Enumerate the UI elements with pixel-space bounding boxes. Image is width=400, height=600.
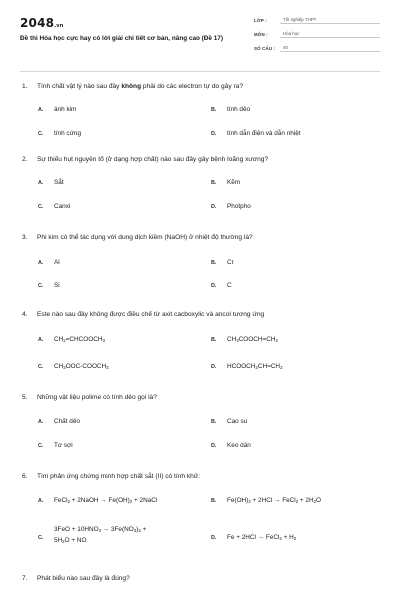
question-6 [22, 472, 378, 544]
option-text: $3FeO + 10HNO_3 \to 3Fe(NO_3)_3$ + $5H_2O$ + NO [54, 526, 147, 544]
header-divider [20, 71, 380, 72]
meta-key: LỚP : [254, 18, 267, 23]
option-text: C [227, 282, 232, 289]
option-letter: A. [38, 498, 44, 504]
question-text: Este nào sau đây không được điều chế từ axit cacboxylic và ancol tương ứng [37, 311, 265, 318]
document-title: Đề thi Hóa học cực hay có lời giải chi tiết cơ bản, nâng cao (Đề 17) [20, 35, 223, 42]
meta-value: Tốt nghiệp THPT [280, 17, 380, 24]
option-letter: C. [38, 443, 44, 449]
option-letter: A. [38, 419, 44, 425]
meta-row-class [254, 14, 380, 28]
option-text: tính dẫn điện và dẫn nhiệt [227, 130, 301, 137]
option-text: Chất dẻo [54, 418, 80, 425]
question-text-end: phải do các electron tự do gây ra? [141, 83, 244, 90]
option-letter: D. [211, 535, 217, 541]
option-letter: C. [38, 204, 44, 210]
meta-key: SỐ CÂU : [254, 46, 276, 51]
option-text: Cr [227, 259, 234, 266]
option-text: Al [54, 259, 60, 266]
question-number: 6. [22, 473, 28, 480]
question-stem [22, 155, 378, 167]
question-4 [22, 310, 378, 370]
question-number: 4. [22, 311, 28, 318]
option-text: Kẽm [227, 179, 241, 186]
question-number: 1. [22, 83, 28, 90]
question-2 [22, 155, 378, 210]
question-stem [22, 574, 378, 586]
meta-key: MÔN : [254, 32, 268, 37]
option-letter: D. [211, 131, 217, 137]
meta-value: Hóa học [280, 31, 380, 38]
option-letter: D. [211, 364, 217, 370]
question-text [37, 82, 243, 91]
option-text: $Fe(OH)_2 + 2HCl$ → FeCl$_2$ + $2H_2O$ [227, 497, 322, 504]
question-text: Tìm phản ứng chứng minh hợp chất sắt (II) có tính khử: [37, 473, 201, 480]
question-text: Phát biểu nào sau đây là đúng? [37, 575, 130, 582]
option-text: Cao su [227, 418, 248, 425]
option-text: Keo dán [227, 442, 251, 449]
question-7 [22, 574, 378, 586]
option-letter: B. [211, 107, 217, 113]
option-text: Si [54, 282, 60, 289]
question-stem [22, 393, 378, 405]
question-1 [22, 82, 378, 137]
question-text: Phi kim có thể tác dụng với dung dịch kiềm (NaOH) ở nhiệt độ thường là? [37, 234, 253, 241]
option-letter: A. [38, 337, 44, 343]
option-text: Canxi [54, 203, 71, 210]
meta-row-count [254, 42, 380, 56]
option-text: tính dẻo [227, 106, 251, 113]
option-text: Tơ sợi [54, 442, 73, 449]
option-letter: C. [38, 364, 44, 370]
question-stem [22, 472, 378, 484]
logo-suffix: .vn [54, 23, 64, 29]
question-5 [22, 393, 378, 449]
option-letter: A. [38, 180, 44, 186]
option-text: $HCOOCH_2CH=CH_2$ [227, 363, 283, 370]
question-stem [22, 233, 378, 245]
option-text: Sắt [54, 179, 64, 186]
option-letter: B. [211, 419, 217, 425]
option-text: $CH_2=CHCOOCH_3$ [54, 336, 105, 343]
option-text: Fe + 2HCl → FeCl$_2$ + $H_2$ [227, 534, 297, 541]
question-3 [22, 233, 378, 289]
question-number: 2. [22, 156, 28, 163]
meta-value: 40 [280, 45, 380, 52]
logo-text: 2048 [20, 16, 55, 30]
question-number: 3. [22, 234, 28, 241]
question-text: Những vật liệu polime có tính dẻo gọi là? [37, 394, 157, 401]
option-letter: D. [211, 283, 217, 289]
option-text: tính cứng [54, 130, 82, 137]
option-letter: B. [211, 180, 217, 186]
option-text: FeCl$_2$ + 2NaOH → $Fe(OH)_2$ + 2NaCl [54, 497, 158, 504]
option-letter: C. [38, 131, 44, 137]
option-letter: C. [38, 535, 44, 541]
option-text: $CH_3COOCH=CH_2$ [227, 336, 278, 343]
question-number: 7. [22, 575, 28, 582]
question-text: Sự thiếu hụt nguyên tố (ở dạng hợp chất) nào sau đây gây bệnh loãng xương? [37, 156, 269, 163]
option-letter: A. [38, 107, 44, 113]
option-letter: D. [211, 204, 217, 210]
option-letter: B. [211, 337, 217, 343]
option-text: ánh kim [54, 106, 77, 113]
meta-row-subject [254, 28, 380, 42]
option-text: Photpho [227, 203, 251, 210]
option-letter: D. [211, 443, 217, 449]
question-text-bold: không [121, 83, 142, 90]
option-letter: C. [38, 283, 44, 289]
question-stem [22, 82, 378, 94]
site-logo[interactable] [20, 16, 64, 30]
document-header [20, 14, 380, 64]
question-number: 5. [22, 394, 28, 401]
question-text-start: Tính chất vật lý nào sau đây [37, 83, 122, 90]
option-text: $CH_3OOC-COOCH_3$ [54, 363, 109, 370]
option-letter: A. [38, 260, 44, 266]
option-letter: B. [211, 498, 217, 504]
question-stem [22, 310, 378, 322]
option-letter: B. [211, 260, 217, 266]
meta-box [254, 14, 380, 56]
